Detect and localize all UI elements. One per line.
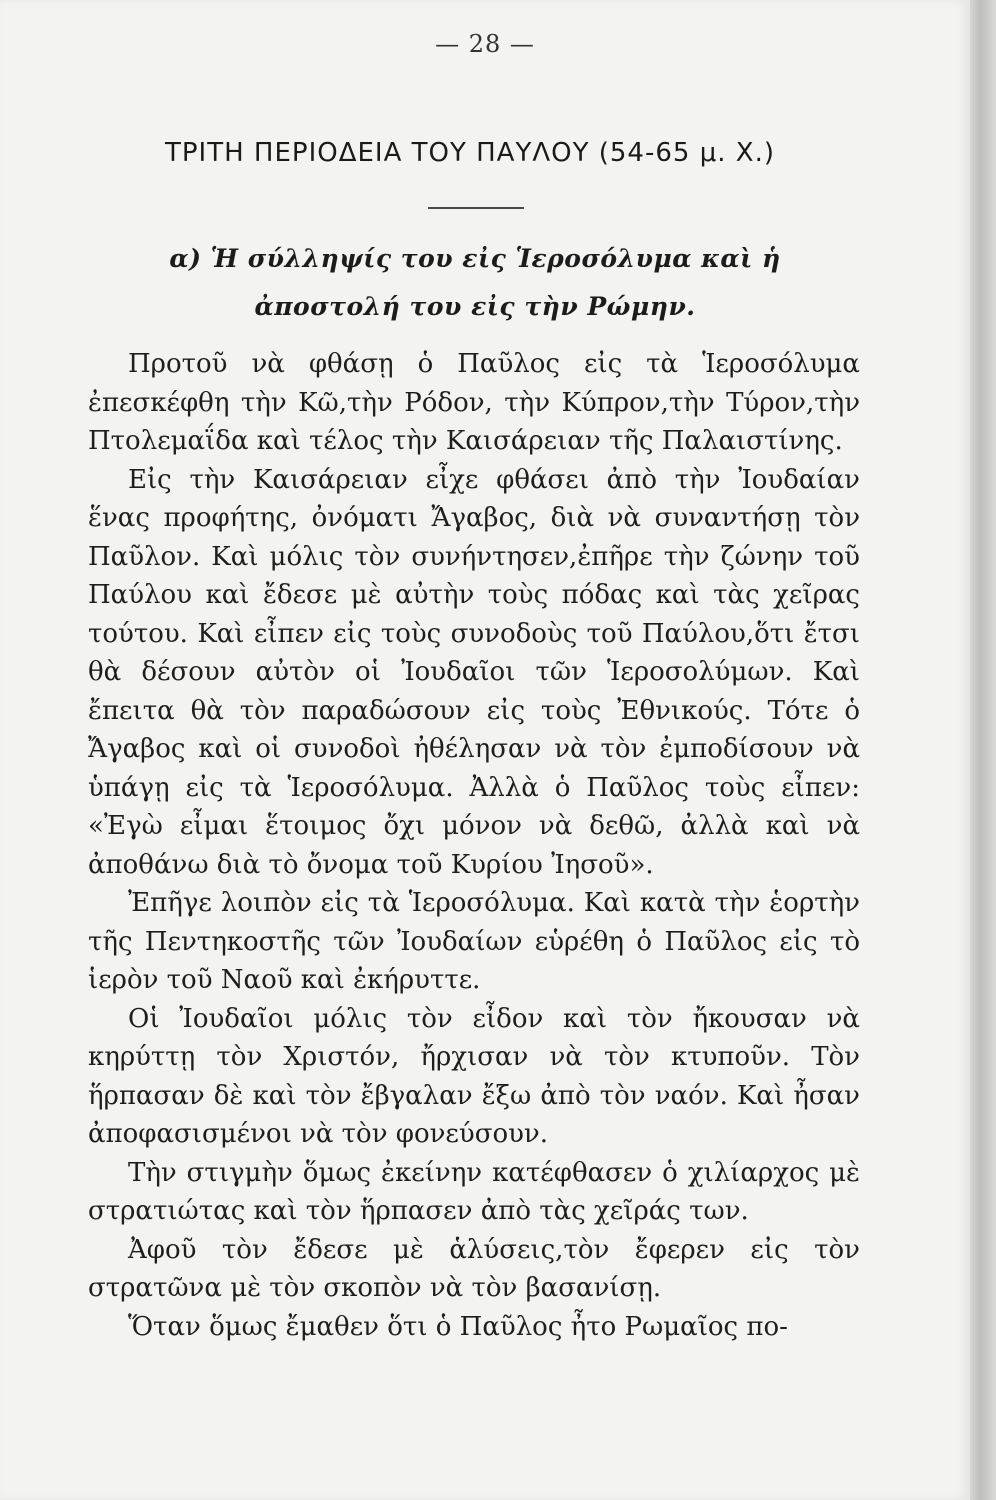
page-edge	[970, 0, 996, 1500]
paragraph: Προτοῦ νὰ φθάσῃ ὁ Παῦλος εἰς τὰ Ἱεροσόλυμα ἐπεσκέφθη τὴν Κῶ,τὴν Ρόδον, τὴν Κύπρον,τὴν Τύρον,τὴν Πτολεμαΐδα καὶ τέλος τὴν Καισάρειαν τῆς Παλαιστίνης.	[88, 349, 860, 456]
paragraph: Ἀφοῦ τὸν ἔδεσε μὲ ἁλύσεις,τὸν ἔφερεν εἰς τὸν στρατῶνα μὲ τὸν σκοπὸν νὰ τὸν βασανίσῃ.	[88, 1234, 860, 1303]
paragraph: Εἰς τὴν Καισάρειαν εἶχε φθάσει ἀπὸ τὴν Ἰουδαίαν ἕνας προφήτης, ὀνόματι Ἄγαβος, διὰ νὰ συναντήσῃ τὸν Παῦλον. Καὶ μόλις τὸν συνήντησεν,ἐπῆρε τὴν ζώνην τοῦ Παύλου καὶ ἔδεσε μὲ αὐτὴν τοὺς πόδας καὶ τὰς χεῖρας τούτου. Καὶ εἶπεν εἰς τοὺς συνοδοὺς τοῦ Παύλου,ὅτι ἔτσι θὰ δέσουν αὐτὸν οἱ Ἰουδαῖοι τῶν Ἱεροσολύμων. Καὶ ἔπειτα θὰ τὸν παραδώσουν εἰς τοὺς Ἐθνικούς. Τότε ὁ Ἄγαβος καὶ οἱ συνοδοὶ ἠθέλησαν νὰ τὸν ἐμποδίσουν νὰ ὑπάγῃ εἰς τὰ Ἱεροσόλυμα. Ἀλλὰ ὁ Παῦλος τοὺς εἶπεν: «Ἐγὼ εἶμαι ἕτοιμος ὄχι μόνον νὰ δεθῶ, ἀλλὰ καὶ νὰ ἀποθάνω διὰ τὸ ὄνομα τοῦ Κυρίου Ἰησοῦ».	[88, 464, 860, 880]
paragraph: Ἐπῆγε λοιπὸν εἰς τὰ Ἱεροσόλυμα. Καὶ κατὰ τὴν ἑορτὴν τῆς Πεντηκοστῆς τῶν Ἰουδαίων εὑρέθη ὁ Παῦλος εἰς τὸ ἱερὸν τοῦ Ναοῦ καὶ ἐκήρυττε.	[88, 888, 860, 995]
body-text	[88, 345, 860, 1346]
section-title: ΤΡΙΤΗ ΠΕΡΙΟΔΕΙΑ ΤΟΥ ΠΑΥΛΟΥ (54-65 μ. Χ.)	[164, 138, 775, 168]
subtitle-line-2: ἀποστολή του εἰς τὴν Ρώμην.	[254, 292, 696, 321]
title-divider	[428, 207, 524, 209]
paragraph: Ὅταν ὅμως ἔμαθεν ὅτι ὁ Παῦλος ἦτο Ρωμαῖος πο-	[128, 1311, 788, 1342]
paragraph: Οἱ Ἰουδαῖοι μόλις τὸν εἶδον καὶ τὸν ἤκουσαν νὰ κηρύττῃ τὸν Χριστόν, ἤρχισαν νὰ τὸν κτυποῦν. Τὸν ἥρπασαν δὲ καὶ τὸν ἔβγαλαν ἔξω ἀπὸ τὸν ναόν. Καὶ ἦσαν ἀποφασισμένοι νὰ τὸν φονεύσουν.	[88, 1003, 860, 1149]
subtitle-line-1: α) Ἡ σύλληψίς του εἰς Ἱεροσόλυμα καὶ ἡ	[169, 244, 781, 273]
page-number: — 28 —	[435, 30, 535, 58]
paragraph: Τὴν στιγμὴν ὅμως ἐκείνην κατέφθασεν ὁ χιλίαρχος μὲ στρατιώτας καὶ τὸν ἥρπασεν ἀπὸ τὰς χεῖράς των.	[88, 1157, 860, 1226]
